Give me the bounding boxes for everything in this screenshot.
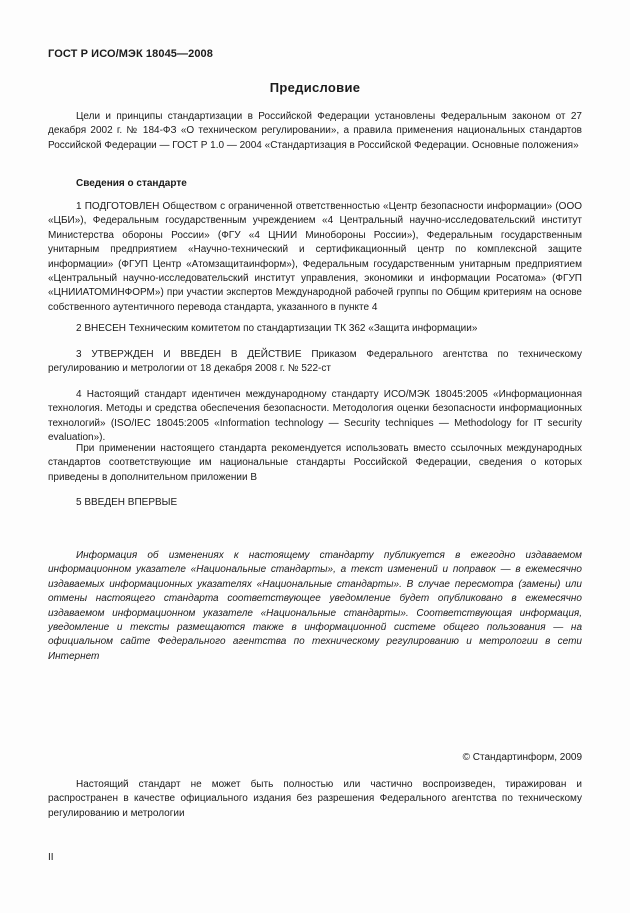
legal-notice: Настоящий стандарт не может быть полностью или частично воспроизведен, тиражирован и распространен в качестве официального издания без разрешения Федерального агентства по техническому регулированию и метрологии — [48, 779, 582, 819]
item-references: При применении настоящего стандарта рекомендуется использовать вместо ссылочных международных стандартов соответствующие им национальные стандарты Российской Федерации, сведения о которых приведены в дополнительном приложении В — [48, 443, 582, 483]
item-introduced: 5 ВВЕДЕН ВПЕРВЫЕ — [76, 497, 178, 508]
copyright: © Стандартинформ, 2009 — [462, 752, 582, 763]
intro-paragraph: Цели и принципы стандартизации в Российской Федерации установлены Федеральным законом от 27 декабря 2002 г. № 184-ФЗ «О техническом регулировании», а правила применения национальных стандартов Российской Федерации — ГОСТ Р 1.0 — 2004 «Стандартизация в Российской Федерации. Основные положения» — [48, 111, 582, 151]
item-identical: 4 Настоящий стандарт идентичен международному стандарту ИСО/МЭК 18045:2005 «Информационная технология. Методы и средства обеспечения безопасности. Методология оценки безопасности информационных технологий» (ISO/IEC 18045:2005 «Information technology — Security techniques — Methodology for IT security evaluation»). — [48, 389, 582, 444]
item-approved: 3 УТВЕРЖДЕН И ВВЕДЕН В ДЕЙСТВИЕ Приказом Федерального агентства по техническому регулированию и метрологии от 18 декабря 2008 г. № 522-ст — [48, 349, 582, 375]
item-prepared: 1 ПОДГОТОВЛЕН Обществом с ограниченной ответственностью «Центр безопасности информации» (ООО «ЦБИ»), Федеральным государственным учреждением «4 Центральный научно-исследовательский институт Министерства обороны России» (ФГУ «4 ЦНИИ Минобороны России»), Федеральным государственным унитарным предприятием «Научно-технический и сертификационный центр по комплексной защите информации» (ФГУП Центр «Атомзащитаинформ»), Федеральным государственным унитарным предприятием «Центральный научно-исследовательский институт управления, экономики и информации Росатома» (ФГУП «ЦНИИАТОМИНФОРМ») при участии экспертов Международной рабочей группы по Общим критериям на основе собственного аутентичного перевода стандарта, указанного в пункте 4 — [48, 201, 582, 313]
section-heading: Сведения о стандарте — [76, 178, 187, 189]
page-number: II — [48, 852, 54, 863]
changes-notice: Информация об изменениях к настоящему стандарту публикуется в ежегодно издаваемом информационном указателе «Национальные стандарты», а текст изменений и поправок — в ежемесячно издаваемых информационных указателях «Национальные стандарты». В случае пересмотра (замены) или отмены настоящего стандарта соответствующее уведомление будет опубликовано в ежемесячно издаваемом информационном указателе «Национальные стандарты». Соответствующая информация, уведомление и тексты размещаются также в информационной системе общего пользования — на официальном сайте Федерального агентства по техническому регулированию и метрологии в сети Интернет — [48, 550, 582, 662]
page-title: Предисловие — [269, 80, 361, 95]
standard-header: ГОСТ Р ИСО/МЭК 18045—2008 — [48, 48, 213, 60]
item-submitted: 2 ВНЕСЕН Техническим комитетом по стандартизации ТК 362 «Защита информации» — [76, 323, 478, 334]
